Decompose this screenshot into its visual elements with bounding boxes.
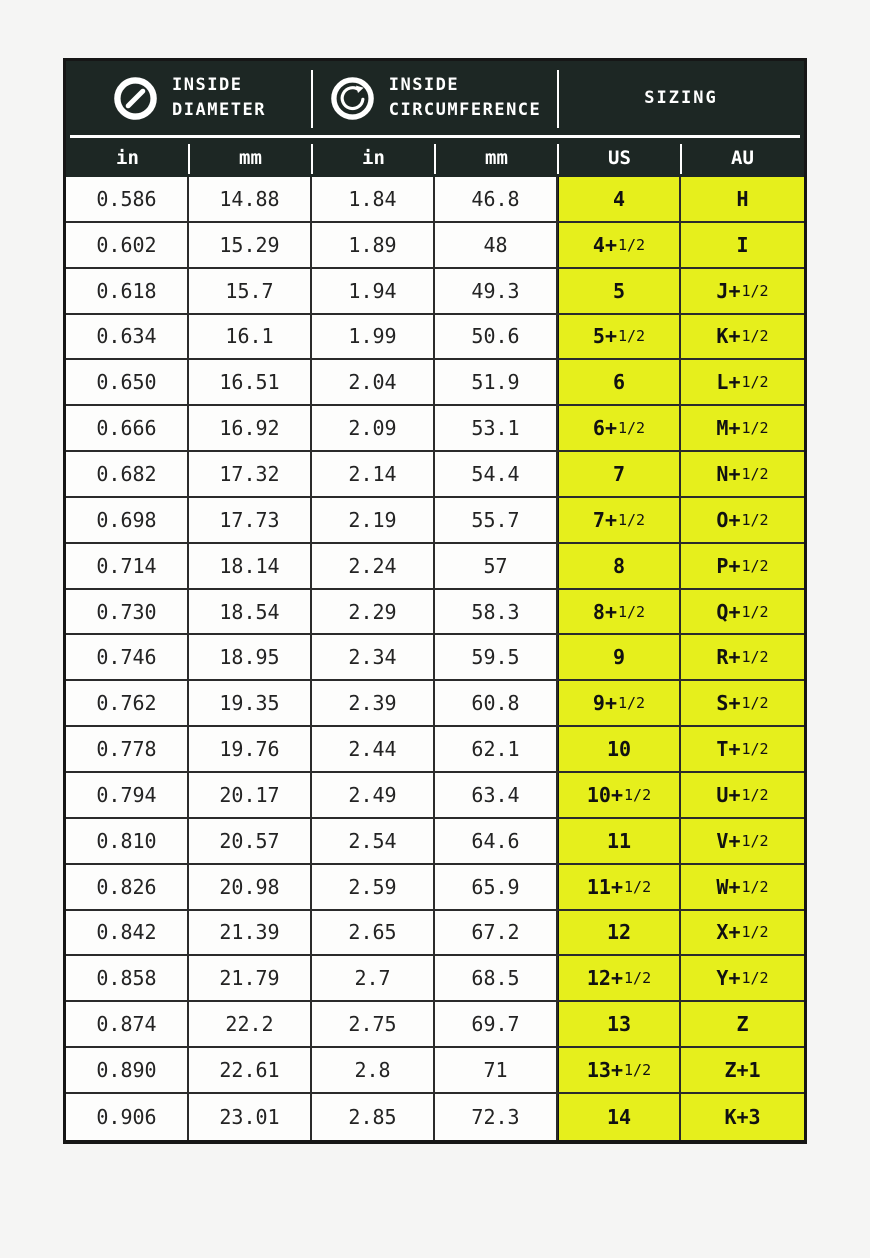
diameter-mm-cell: 23.01	[189, 1094, 312, 1140]
size-fraction: 1/2	[741, 694, 769, 713]
diameter-mm-cell: 17.32	[189, 452, 312, 496]
size-fraction: 1/2	[741, 464, 769, 483]
au-size-cell	[681, 773, 804, 817]
diameter-mm-cell: 15.29	[189, 223, 312, 267]
size-fraction: 1/2	[741, 877, 769, 896]
diameter-in-cell: 0.874	[66, 1002, 189, 1046]
au-size-cell	[681, 269, 804, 313]
circumference-mm-cell: 49.3	[435, 269, 558, 313]
size-main: X+	[716, 920, 741, 945]
circumference-mm-cell: 54.4	[435, 452, 558, 496]
au-size-cell: Z+1	[681, 1048, 804, 1092]
header-group-row	[66, 61, 804, 135]
circumference-mm-cell: 63.4	[435, 773, 558, 817]
header-label-line1: INSIDE	[172, 75, 243, 96]
diameter-in-cell: 0.842	[66, 911, 189, 955]
size-fraction: 1/2	[624, 969, 652, 988]
circumference-in-cell: 2.75	[312, 1002, 435, 1046]
size-main: J+	[716, 278, 741, 303]
circumference-mm-cell: 69.7	[435, 1002, 558, 1046]
circumference-in-cell: 1.89	[312, 223, 435, 267]
table-body	[66, 177, 804, 1140]
header-group-sizing	[558, 61, 804, 135]
diameter-mm-cell: 18.95	[189, 635, 312, 679]
diameter-mm-cell: 15.7	[189, 269, 312, 313]
circumference-mm-cell: 62.1	[435, 727, 558, 771]
size-fraction: 1/2	[624, 1060, 652, 1079]
diameter-mm-cell: 20.57	[189, 819, 312, 863]
size-main: M+	[716, 416, 741, 441]
inside-circumference-icon	[329, 75, 376, 122]
header-sizing-label: SIZING	[644, 88, 718, 108]
diameter-in-cell: 0.826	[66, 865, 189, 909]
diameter-in-cell: 0.602	[66, 223, 189, 267]
size-main: 13+	[586, 1057, 624, 1082]
circumference-in-cell: 2.7	[312, 956, 435, 1000]
circumference-mm-cell: 51.9	[435, 360, 558, 404]
table-row	[66, 406, 804, 452]
size-fraction: 1/2	[618, 510, 646, 529]
table-row	[66, 635, 804, 681]
us-size-cell: 12	[558, 911, 681, 955]
size-main: L+	[716, 370, 741, 395]
circumference-mm-cell: 46.8	[435, 177, 558, 221]
circumference-in-cell: 1.94	[312, 269, 435, 313]
us-size-cell	[558, 1048, 681, 1092]
size-main: 11+	[586, 874, 624, 899]
header-label-line1: INSIDE	[388, 75, 460, 96]
size-fraction: 1/2	[741, 969, 769, 988]
diameter-in-cell: 0.858	[66, 956, 189, 1000]
size-main: N+	[716, 461, 741, 486]
header-group-inside-circumference	[312, 61, 558, 135]
size-fraction: 1/2	[741, 923, 769, 942]
table-row	[66, 590, 804, 636]
table-row	[66, 727, 804, 773]
ring-sizing-table	[63, 58, 807, 1144]
size-main: 7+	[592, 507, 617, 532]
circumference-mm-cell: 67.2	[435, 911, 558, 955]
size-main: 5+	[592, 324, 617, 349]
header-group-label	[389, 73, 542, 122]
circumference-in-cell: 2.59	[312, 865, 435, 909]
au-size-cell: K+3	[681, 1094, 804, 1140]
diameter-in-cell: 0.794	[66, 773, 189, 817]
us-size-cell: 9	[558, 635, 681, 679]
table-row	[66, 681, 804, 727]
diameter-mm-cell: 20.17	[189, 773, 312, 817]
circumference-mm-cell: 72.3	[435, 1094, 558, 1140]
circumference-mm-cell: 57	[435, 544, 558, 588]
au-size-cell	[681, 315, 804, 359]
size-main: W+	[716, 874, 741, 899]
circumference-mm-cell: 68.5	[435, 956, 558, 1000]
table-row	[66, 819, 804, 865]
au-size-cell	[681, 406, 804, 450]
diameter-mm-cell: 20.98	[189, 865, 312, 909]
au-size-cell	[681, 865, 804, 909]
table-row	[66, 360, 804, 406]
size-main: 6+	[592, 416, 617, 441]
column-header-diameter-mm: mm	[189, 138, 312, 177]
au-size-cell	[681, 498, 804, 542]
size-fraction: 1/2	[741, 281, 769, 300]
circumference-in-cell: 1.99	[312, 315, 435, 359]
us-size-cell	[558, 498, 681, 542]
au-size-cell	[681, 544, 804, 588]
diameter-in-cell: 0.746	[66, 635, 189, 679]
column-header-us: US	[558, 138, 681, 177]
table-row	[66, 1094, 804, 1140]
table-row	[66, 223, 804, 269]
diameter-in-cell: 0.778	[66, 727, 189, 771]
circumference-in-cell: 2.65	[312, 911, 435, 955]
size-main: 9+	[592, 691, 617, 716]
us-size-cell: 8	[558, 544, 681, 588]
size-main: 8+	[592, 599, 617, 624]
au-size-cell	[681, 681, 804, 725]
diameter-in-cell: 0.634	[66, 315, 189, 359]
table-row	[66, 1048, 804, 1094]
diameter-in-cell: 0.762	[66, 681, 189, 725]
column-header-au: AU	[731, 146, 754, 169]
us-size-cell: 4	[558, 177, 681, 221]
circumference-in-cell: 2.14	[312, 452, 435, 496]
size-main: 4+	[592, 232, 617, 257]
circumference-in-cell: 2.39	[312, 681, 435, 725]
size-fraction: 1/2	[741, 831, 769, 850]
size-fraction: 1/2	[741, 602, 769, 621]
table-row	[66, 1002, 804, 1048]
us-size-cell	[558, 315, 681, 359]
us-size-cell: 7	[558, 452, 681, 496]
au-size-cell	[681, 635, 804, 679]
diameter-mm-cell: 21.39	[189, 911, 312, 955]
size-main: Y+	[716, 966, 741, 991]
circumference-in-cell: 2.24	[312, 544, 435, 588]
table-row	[66, 544, 804, 590]
circumference-mm-cell: 48	[435, 223, 558, 267]
us-size-cell	[558, 956, 681, 1000]
circumference-in-cell: 2.09	[312, 406, 435, 450]
diameter-mm-cell: 16.1	[189, 315, 312, 359]
table-row	[66, 498, 804, 544]
size-fraction: 1/2	[741, 510, 769, 529]
au-size-cell	[681, 360, 804, 404]
au-size-cell	[681, 956, 804, 1000]
diameter-mm-cell: 22.2	[189, 1002, 312, 1046]
diameter-mm-cell: 18.54	[189, 590, 312, 634]
table-row	[66, 269, 804, 315]
size-main: 10+	[586, 782, 624, 807]
us-size-cell: 14	[558, 1094, 681, 1140]
diameter-in-cell: 0.618	[66, 269, 189, 313]
us-size-cell: 10	[558, 727, 681, 771]
circumference-in-cell: 2.49	[312, 773, 435, 817]
table-row	[66, 773, 804, 819]
size-main: K+	[716, 324, 741, 349]
size-main: S+	[716, 691, 741, 716]
us-size-cell: 6	[558, 360, 681, 404]
au-size-cell	[681, 819, 804, 863]
circumference-mm-cell: 60.8	[435, 681, 558, 725]
header-group-inside-diameter	[66, 61, 312, 135]
size-main: U+	[716, 782, 741, 807]
size-fraction: 1/2	[741, 556, 769, 575]
size-fraction: 1/2	[618, 694, 646, 713]
us-size-cell: 5	[558, 269, 681, 313]
us-size-cell: 13	[558, 1002, 681, 1046]
diameter-in-cell: 0.666	[66, 406, 189, 450]
diameter-in-cell: 0.810	[66, 819, 189, 863]
diameter-in-cell: 0.682	[66, 452, 189, 496]
us-size-cell	[558, 223, 681, 267]
size-fraction: 1/2	[624, 877, 652, 896]
table-header	[66, 61, 804, 177]
size-fraction: 1/2	[624, 785, 652, 804]
header-label-line2: CIRCUMFERENCE	[388, 100, 542, 120]
inside-diameter-icon	[112, 75, 159, 122]
size-main: 12+	[586, 966, 624, 991]
au-size-cell: I	[681, 223, 804, 267]
circumference-in-cell: 2.04	[312, 360, 435, 404]
au-size-cell	[681, 452, 804, 496]
diameter-in-cell: 0.730	[66, 590, 189, 634]
circumference-in-cell: 2.44	[312, 727, 435, 771]
diameter-in-cell: 0.890	[66, 1048, 189, 1092]
diameter-mm-cell: 22.61	[189, 1048, 312, 1092]
circumference-in-cell: 2.29	[312, 590, 435, 634]
size-fraction: 1/2	[618, 235, 646, 254]
size-main: T+	[716, 737, 741, 762]
diameter-mm-cell: 16.92	[189, 406, 312, 450]
size-fraction: 1/2	[741, 648, 769, 667]
column-header-circumference-mm: mm	[435, 138, 558, 177]
size-main: O+	[716, 507, 741, 532]
size-main: V+	[716, 828, 741, 853]
circumference-in-cell: 1.84	[312, 177, 435, 221]
us-size-cell	[558, 681, 681, 725]
size-fraction: 1/2	[741, 785, 769, 804]
table-row	[66, 956, 804, 1002]
au-size-cell: Z	[681, 1002, 804, 1046]
size-fraction: 1/2	[741, 740, 769, 759]
header-label-line2: DIAMETER	[172, 100, 266, 120]
diameter-mm-cell: 21.79	[189, 956, 312, 1000]
au-size-cell	[681, 590, 804, 634]
circumference-mm-cell: 50.6	[435, 315, 558, 359]
us-size-cell: 11	[558, 819, 681, 863]
table-row	[66, 865, 804, 911]
diameter-mm-cell: 17.73	[189, 498, 312, 542]
size-fraction: 1/2	[618, 602, 646, 621]
diameter-mm-cell: 18.14	[189, 544, 312, 588]
circumference-mm-cell: 64.6	[435, 819, 558, 863]
us-size-cell	[558, 406, 681, 450]
circumference-mm-cell: 59.5	[435, 635, 558, 679]
header-group-label	[172, 73, 266, 122]
size-fraction: 1/2	[741, 373, 769, 392]
circumference-in-cell: 2.85	[312, 1094, 435, 1140]
table-row	[66, 911, 804, 957]
circumference-mm-cell: 58.3	[435, 590, 558, 634]
circumference-mm-cell: 65.9	[435, 865, 558, 909]
table-row	[66, 177, 804, 223]
diameter-in-cell: 0.714	[66, 544, 189, 588]
circumference-mm-cell: 71	[435, 1048, 558, 1092]
column-header-diameter-in: in	[66, 138, 189, 177]
circumference-mm-cell: 53.1	[435, 406, 558, 450]
au-size-cell	[681, 911, 804, 955]
us-size-cell	[558, 773, 681, 817]
us-size-cell	[558, 865, 681, 909]
diameter-mm-cell: 14.88	[189, 177, 312, 221]
table-row	[66, 315, 804, 361]
diameter-in-cell: 0.650	[66, 360, 189, 404]
size-fraction: 1/2	[741, 327, 769, 346]
size-main: R+	[716, 645, 741, 670]
diameter-mm-cell: 19.76	[189, 727, 312, 771]
circumference-mm-cell: 55.7	[435, 498, 558, 542]
size-fraction: 1/2	[618, 419, 646, 438]
diameter-in-cell: 0.586	[66, 177, 189, 221]
au-size-cell: H	[681, 177, 804, 221]
size-main: Q+	[716, 599, 741, 624]
circumference-in-cell: 2.8	[312, 1048, 435, 1092]
size-fraction: 1/2	[741, 419, 769, 438]
circumference-in-cell: 2.34	[312, 635, 435, 679]
column-header-row	[66, 138, 804, 177]
us-size-cell	[558, 590, 681, 634]
size-main: P+	[716, 553, 741, 578]
circumference-in-cell: 2.19	[312, 498, 435, 542]
size-fraction: 1/2	[618, 327, 646, 346]
au-size-cell	[681, 727, 804, 771]
circumference-in-cell: 2.54	[312, 819, 435, 863]
column-header-circumference-in: in	[312, 138, 435, 177]
diameter-mm-cell: 19.35	[189, 681, 312, 725]
diameter-mm-cell: 16.51	[189, 360, 312, 404]
diameter-in-cell: 0.698	[66, 498, 189, 542]
table-row	[66, 452, 804, 498]
diameter-in-cell: 0.906	[66, 1094, 189, 1140]
